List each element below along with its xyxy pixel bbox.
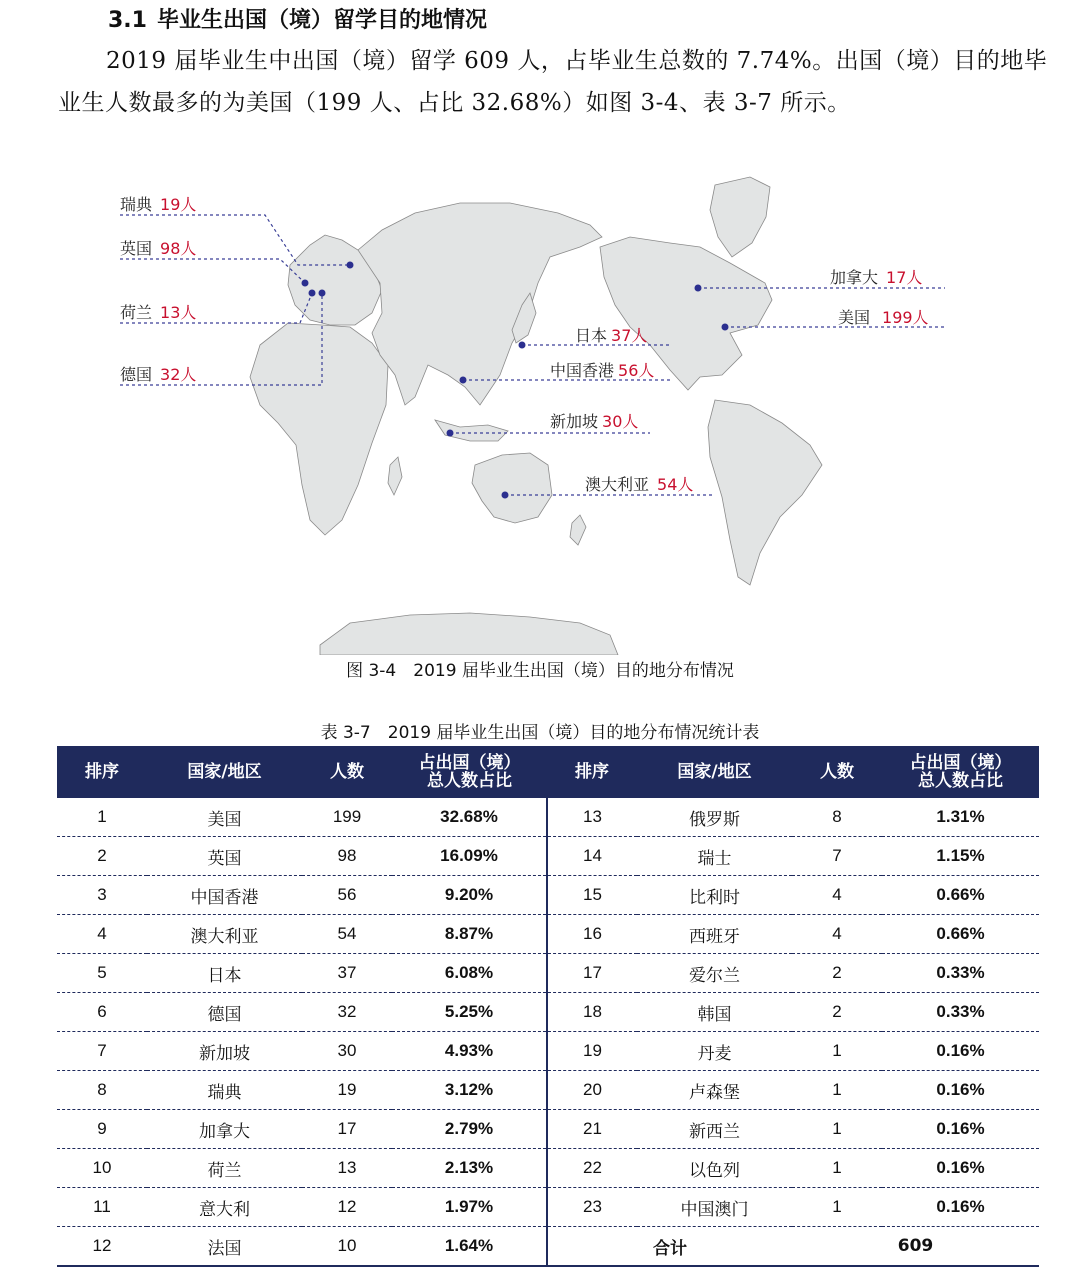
cell-share: 2.79% bbox=[392, 1110, 547, 1149]
cell-share: 0.33% bbox=[882, 954, 1039, 993]
cell-rank: 15 bbox=[547, 876, 637, 915]
section-number: 3.1 bbox=[108, 8, 147, 33]
label-count: 30人 bbox=[602, 412, 639, 431]
cell-region: 中国香港 bbox=[147, 876, 302, 915]
label-name: 英国 bbox=[120, 239, 153, 258]
madagascar-landmass bbox=[388, 457, 402, 495]
table-row-total bbox=[57, 1227, 1039, 1267]
cell-rank: 21 bbox=[547, 1110, 637, 1149]
cell-region: 意大利 bbox=[147, 1188, 302, 1227]
cell-region: 俄罗斯 bbox=[637, 798, 792, 837]
cell-rank: 5 bbox=[57, 954, 147, 993]
cell-region: 瑞士 bbox=[637, 837, 792, 876]
header-share-line2: 总人数占比 bbox=[918, 771, 1003, 791]
header-region: 国家/地区 bbox=[147, 746, 302, 798]
cell-share: 3.12% bbox=[392, 1071, 547, 1110]
cell-rank: 11 bbox=[57, 1188, 147, 1227]
cell-rank: 6 bbox=[57, 993, 147, 1032]
cell-region: 新加坡 bbox=[147, 1032, 302, 1071]
total-label: 合计 bbox=[547, 1227, 792, 1267]
map-label-usa bbox=[838, 308, 929, 327]
cell-rank: 10 bbox=[57, 1149, 147, 1188]
new-zealand-landmass bbox=[570, 515, 586, 545]
cell-region: 卢森堡 bbox=[637, 1071, 792, 1110]
cell-count: 4 bbox=[792, 915, 882, 954]
world-map bbox=[110, 165, 970, 655]
cell-rank: 17 bbox=[547, 954, 637, 993]
cell-region: 德国 bbox=[147, 993, 302, 1032]
section-heading bbox=[108, 6, 487, 36]
leader-uk bbox=[120, 259, 305, 283]
cell-rank: 14 bbox=[547, 837, 637, 876]
cell-count: 1 bbox=[792, 1149, 882, 1188]
cell-share: 1.97% bbox=[392, 1188, 547, 1227]
cell-count: 98 bbox=[302, 837, 392, 876]
cell-region: 美国 bbox=[147, 798, 302, 837]
table-row bbox=[57, 915, 1039, 954]
marker-hongkong bbox=[460, 377, 467, 384]
cell-region: 丹麦 bbox=[637, 1032, 792, 1071]
marker-australia bbox=[502, 492, 509, 499]
marker-uk bbox=[302, 280, 309, 287]
cell-count: 7 bbox=[792, 837, 882, 876]
cell-share: 6.08% bbox=[392, 954, 547, 993]
table-caption: 表 3-7 2019 届毕业生出国（境）目的地分布情况统计表 bbox=[320, 723, 760, 743]
cell-rank: 7 bbox=[57, 1032, 147, 1071]
cell-share: 1.64% bbox=[444, 1236, 494, 1255]
label-count: 37人 bbox=[611, 326, 648, 345]
cell-region: 西班牙 bbox=[637, 915, 792, 954]
label-count: 19人 bbox=[160, 195, 197, 214]
cell-rank: 19 bbox=[547, 1032, 637, 1071]
cell-share: 5.25% bbox=[392, 993, 547, 1032]
cell-region: 澳大利亚 bbox=[147, 915, 302, 954]
cell-region: 比利时 bbox=[637, 876, 792, 915]
table-row bbox=[57, 954, 1039, 993]
header-rank: 排序 bbox=[547, 746, 637, 798]
cell-count: 56 bbox=[302, 876, 392, 915]
label-name: 新加坡 bbox=[550, 412, 599, 431]
world-map-svg bbox=[110, 165, 970, 655]
antarctica-landmass bbox=[320, 613, 618, 655]
cell-rank: 23 bbox=[547, 1188, 637, 1227]
header-count: 人数 bbox=[792, 746, 882, 798]
label-count: 98人 bbox=[160, 239, 197, 258]
map-label-japan bbox=[575, 326, 647, 345]
table-row bbox=[57, 1149, 1039, 1188]
marker-japan bbox=[519, 342, 526, 349]
cell-share: 2.13% bbox=[392, 1149, 547, 1188]
cell-count: 54 bbox=[302, 915, 392, 954]
cell-share: 1.31% bbox=[882, 798, 1039, 837]
greenland-landmass bbox=[710, 177, 770, 257]
label-count: 13人 bbox=[160, 303, 197, 322]
cell-share: 9.20% bbox=[392, 876, 547, 915]
map-label-netherlands bbox=[120, 303, 196, 322]
cell-count: 17 bbox=[302, 1110, 392, 1149]
cell-rank: 16 bbox=[547, 915, 637, 954]
cell-region: 韩国 bbox=[637, 993, 792, 1032]
cell-count: 1 bbox=[792, 1188, 882, 1227]
table-row bbox=[57, 1071, 1039, 1110]
section-paragraph: 2019 届毕业生中出国（境）留学 609 人，占毕业生总数的 7.74%。出国（境）目的地毕业生人数最多的为美国（199 人、占比 32.68%）如图 3-4、表 3-7 所示。 bbox=[58, 48, 1048, 116]
cell-share: 0.16% bbox=[882, 1188, 1039, 1227]
cell-share: 1.15% bbox=[882, 837, 1039, 876]
cell-count: 1 bbox=[792, 1110, 882, 1149]
label-count: 56人 bbox=[618, 361, 655, 380]
southeast-asia-islands bbox=[435, 420, 508, 441]
label-name: 美国 bbox=[838, 308, 871, 327]
cell-share: 0.66% bbox=[882, 876, 1039, 915]
cell-count: 1 bbox=[792, 1071, 882, 1110]
cell-share: 32.68% bbox=[392, 798, 547, 837]
label-count: 54人 bbox=[657, 475, 694, 494]
cell-rank: 1 bbox=[57, 798, 147, 837]
table-row bbox=[57, 876, 1039, 915]
header-share-line1: 占出国（境） bbox=[418, 753, 521, 773]
cell-region: 瑞典 bbox=[147, 1071, 302, 1110]
cell-count: 1 bbox=[792, 1032, 882, 1071]
cell-region: 以色列 bbox=[637, 1149, 792, 1188]
cell-rank: 8 bbox=[57, 1071, 147, 1110]
cell-region: 中国澳门 bbox=[637, 1188, 792, 1227]
map-label-uk bbox=[120, 239, 196, 258]
table-row bbox=[57, 1032, 1039, 1071]
marker-singapore bbox=[447, 430, 454, 437]
total-value: 609 bbox=[897, 1236, 934, 1256]
south-america-landmass bbox=[708, 400, 822, 585]
map-label-hongkong bbox=[550, 361, 654, 380]
label-name: 日本 bbox=[575, 326, 608, 345]
marker-usa bbox=[722, 324, 729, 331]
cell-rank: 22 bbox=[547, 1149, 637, 1188]
cell-share: 0.16% bbox=[882, 1071, 1039, 1110]
marker-germany bbox=[319, 290, 326, 297]
table-row bbox=[57, 837, 1039, 876]
label-name: 中国香港 bbox=[550, 361, 615, 380]
cell-share: 8.87% bbox=[392, 915, 547, 954]
cell-count: 13 bbox=[302, 1149, 392, 1188]
table-header-row bbox=[57, 746, 1039, 798]
marker-canada bbox=[695, 285, 702, 292]
cell-rank: 2 bbox=[57, 837, 147, 876]
cell-share: 0.66% bbox=[882, 915, 1039, 954]
cell-region: 日本 bbox=[147, 954, 302, 993]
cell-region: 加拿大 bbox=[147, 1110, 302, 1149]
map-label-canada bbox=[830, 268, 922, 287]
africa-landmass bbox=[250, 323, 388, 535]
cell-count: 12 bbox=[302, 1188, 392, 1227]
table-row bbox=[57, 798, 1039, 837]
cell-rank: 4 bbox=[57, 915, 147, 954]
section-title: 毕业生出国（境）留学目的地情况 bbox=[156, 8, 487, 33]
cell-share: 0.16% bbox=[882, 1110, 1039, 1149]
cell-count: 30 bbox=[302, 1032, 392, 1071]
cell-share: 0.16% bbox=[882, 1149, 1039, 1188]
label-name: 瑞典 bbox=[120, 195, 153, 214]
marker-netherlands bbox=[309, 290, 316, 297]
marker-sweden bbox=[347, 262, 354, 269]
cell-share: 0.33% bbox=[882, 993, 1039, 1032]
label-name: 加拿大 bbox=[830, 268, 879, 287]
cell-rank: 3 bbox=[57, 876, 147, 915]
header-share-line2: 总人数占比 bbox=[427, 771, 512, 791]
cell-share: 16.09% bbox=[392, 837, 547, 876]
cell-count: 19 bbox=[302, 1071, 392, 1110]
cell-region: 新西兰 bbox=[637, 1110, 792, 1149]
cell-count: 10 bbox=[337, 1236, 357, 1255]
cell-rank: 20 bbox=[547, 1071, 637, 1110]
cell-rank: 9 bbox=[57, 1110, 147, 1149]
cell-rank: 12 bbox=[92, 1236, 112, 1255]
label-name: 荷兰 bbox=[120, 303, 153, 322]
table-row bbox=[57, 1188, 1039, 1227]
cell-region: 法国 bbox=[207, 1238, 242, 1258]
cell-count: 199 bbox=[302, 798, 392, 837]
label-count: 199人 bbox=[882, 308, 929, 327]
cell-count: 32 bbox=[302, 993, 392, 1032]
cell-share: 4.93% bbox=[392, 1032, 547, 1071]
table-row bbox=[57, 1110, 1039, 1149]
cell-count: 37 bbox=[302, 954, 392, 993]
header-share bbox=[392, 746, 547, 798]
label-count: 17人 bbox=[886, 268, 923, 287]
cell-count: 4 bbox=[792, 876, 882, 915]
header-count: 人数 bbox=[302, 746, 392, 798]
cell-rank: 13 bbox=[547, 798, 637, 837]
table-row bbox=[57, 993, 1039, 1032]
map-label-singapore bbox=[550, 412, 638, 431]
header-share-line1: 占出国（境） bbox=[909, 753, 1012, 773]
cell-count: 2 bbox=[792, 954, 882, 993]
cell-count: 8 bbox=[792, 798, 882, 837]
cell-region: 荷兰 bbox=[147, 1149, 302, 1188]
australia-landmass bbox=[472, 453, 552, 523]
cell-region: 爱尔兰 bbox=[637, 954, 792, 993]
cell-rank: 18 bbox=[547, 993, 637, 1032]
label-name: 德国 bbox=[120, 365, 153, 384]
label-name: 澳大利亚 bbox=[585, 475, 650, 494]
map-label-australia bbox=[585, 475, 693, 494]
figure-caption: 图 3-4 2019 届毕业生出国（境）目的地分布情况 bbox=[346, 661, 734, 681]
header-rank: 排序 bbox=[57, 746, 147, 798]
cell-region: 英国 bbox=[147, 837, 302, 876]
label-count: 32人 bbox=[160, 365, 197, 384]
header-share bbox=[882, 746, 1039, 798]
map-label-sweden bbox=[120, 195, 196, 214]
cell-share: 0.16% bbox=[882, 1032, 1039, 1071]
header-region: 国家/地区 bbox=[637, 746, 792, 798]
land-masses bbox=[250, 177, 822, 655]
destination-stats-table bbox=[57, 746, 1039, 1267]
cell-count: 2 bbox=[792, 993, 882, 1032]
map-label-germany bbox=[120, 365, 196, 384]
